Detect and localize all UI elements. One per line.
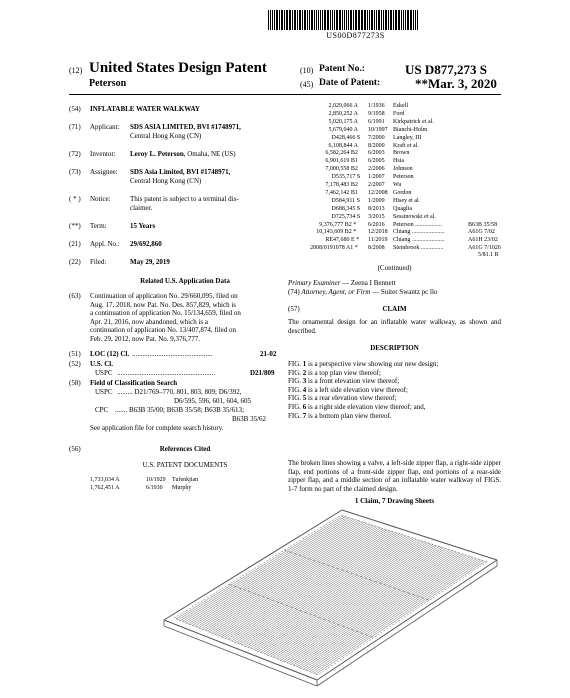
fig-number: 4: [302, 385, 307, 394]
fig-text: is a rear elevation view thereof;: [306, 394, 397, 403]
ref-class: A61G 7/02: [468, 229, 495, 236]
search-history-note: See application file for complete search history.: [90, 424, 224, 432]
continuation-line: continuation of application No. 13/407,874, filed on: [90, 326, 237, 335]
assignee-label: Assignee:: [90, 168, 118, 176]
barcode-bar: [395, 10, 397, 30]
fig-text: is a bottom plan view thereof.: [306, 411, 392, 420]
ref-number: D688,345 S: [331, 205, 361, 212]
code-72: (72): [69, 150, 81, 158]
ref-number: 7,000,558 B2: [325, 166, 358, 173]
ref-date: 2/2006: [368, 166, 385, 173]
barcode-bar: [388, 10, 389, 30]
drawing-line: [342, 510, 497, 560]
ref-name: Steinbrook ...............: [393, 245, 444, 252]
figure-line: [288, 369, 381, 378]
loc-dots: ..............................................: [132, 350, 213, 358]
field-cpc-line-1: ....... B63B 35/00; B63B 35/58; B63B 35/613;: [115, 406, 244, 414]
fig-prefix: FIG.: [288, 360, 303, 368]
ref-class: B63B 35/58: [468, 221, 498, 228]
figure-line: [288, 403, 425, 412]
uspc-sub-label: USPC: [95, 369, 113, 377]
inventor-label: Inventor:: [90, 150, 116, 158]
barcode-bar: [358, 10, 360, 30]
fig-text: is a perspective view showing our new design;: [306, 360, 439, 368]
filed-value: May 29, 2019: [130, 258, 170, 266]
barcode-bar: [330, 10, 331, 30]
code-10: (10): [300, 66, 314, 75]
drawing-line: [293, 554, 462, 665]
ref-name: Chiang ......................: [393, 229, 445, 236]
barcode-bar: [270, 10, 271, 30]
ref-number: D535,717 S: [331, 174, 361, 181]
appl-no-value: 29/692,860: [130, 240, 162, 248]
patent-number: US D877,273 S: [405, 62, 487, 77]
term-value: 15 Years: [130, 222, 156, 230]
ref-date: 8/2000: [368, 142, 385, 149]
fig-prefix: FIG.: [288, 368, 303, 377]
drawing-line: [281, 550, 450, 661]
barcode-bar: [342, 10, 343, 30]
ref-date: 8/2008: [368, 245, 385, 252]
code-51: (51): [69, 350, 81, 358]
barcode-bar: [413, 10, 414, 30]
drawing-line: [301, 556, 470, 668]
field-cpc-line-2: B63B 35/62: [232, 415, 267, 423]
ref-number: 1,762,451 A: [90, 484, 120, 491]
barcode-bar: [316, 10, 317, 30]
barcode-bar: [332, 10, 333, 30]
ref-class: A61G 7/1026: [468, 245, 501, 252]
barcode-bar: [374, 10, 375, 30]
ref-name: Tufenkjian: [172, 477, 199, 483]
field-search-label: Field of Classification Search: [90, 379, 178, 387]
code-56: (56): [69, 445, 81, 453]
barcode-bar: [417, 10, 418, 30]
ref-name: Gordon: [393, 189, 412, 196]
invention-title: INFLATABLE WATER WALKWAY: [90, 105, 200, 113]
inventor-name: Leroy L. Peterson: [130, 150, 184, 158]
notice-label: Notice:: [90, 195, 111, 203]
code-notice: ( * ): [69, 195, 81, 203]
barcode-bar: [297, 10, 298, 30]
ref-name: Ford: [393, 110, 405, 117]
continued-label: (Continued): [377, 264, 412, 272]
barcode-bar: [309, 10, 310, 30]
fig-number: 2: [302, 368, 307, 377]
barcode-bar: [311, 10, 313, 30]
ref-number: D725,734 S: [331, 213, 361, 220]
barcode-bar: [339, 10, 341, 30]
ref-name: Quaglia: [393, 205, 412, 212]
drawing-line: [283, 550, 452, 661]
barcode-bar: [367, 10, 368, 30]
barcode-bar: [294, 10, 296, 30]
continuation-line: Continuation of application No. 29/660,095, filed on: [90, 292, 238, 300]
ref-name: Kraft et al.: [393, 142, 419, 149]
ref-date: 6/2005: [368, 158, 385, 165]
ref-number: 7,178,483 B2: [325, 182, 358, 188]
code-58: (58): [69, 379, 81, 387]
ref-name: Kirkpatrick et al.: [393, 118, 434, 125]
ref-date: 7/2000: [368, 134, 385, 141]
inventor-short: Peterson: [89, 78, 127, 89]
field-uspc-line-2: D6/595, 596, 601, 604, 605: [174, 397, 251, 405]
broken-lines-text: The broken lines showing a valve, a left-side zipper flap, a right-side zipper flap, end portions of a front-side zipper flap, end portions of a rear-side zipper flap, and a middle section of an inflatable water walkway of FIGS. 1-7 form no part of the claimed design.: [288, 459, 501, 493]
notice-line-1: This patent is subject to a terminal dis-: [130, 195, 239, 203]
ref-date: 1/2009: [368, 197, 385, 204]
barcode-bar: [344, 10, 345, 30]
header-rule: [69, 94, 501, 95]
barcode-bar: [410, 10, 412, 30]
code-12: (12): [69, 66, 83, 75]
barcode-bar: [381, 10, 382, 30]
barcode-bar: [281, 10, 283, 30]
fig-number: 3: [302, 377, 307, 386]
figure-line: [288, 412, 392, 421]
drawing-line: [317, 560, 497, 680]
barcode-bar: [371, 10, 373, 30]
ref-number: D584,911 S: [331, 197, 360, 204]
barcode-bar: [284, 10, 285, 30]
patent-no-label: Patent No.:: [319, 64, 365, 74]
barcode-bar: [390, 10, 392, 30]
loc-value: 21-02: [260, 350, 277, 358]
barcode-number: US00D877273S: [326, 31, 385, 40]
drawing-line: [190, 520, 357, 624]
ref-name: Bianchi-Holm: [393, 126, 428, 133]
fig-number: 5: [302, 394, 307, 403]
code-45: (45): [300, 80, 314, 89]
continuation-line: Apr. 21, 2016, now abandoned, which is a: [90, 317, 209, 326]
ref-number: 6,582,264 B2: [325, 150, 358, 157]
drawing-line: [295, 554, 464, 666]
barcode-bar: [289, 10, 291, 30]
barcode-bar: [314, 10, 315, 30]
barcode-bar: [292, 10, 293, 30]
fig-prefix: FIG.: [288, 377, 303, 386]
ref-name: Sessinowski et al.: [393, 213, 436, 220]
barcode-bar: [405, 10, 406, 30]
us-cl-label: U.S. Cl.: [90, 360, 113, 368]
barcode-bar: [286, 10, 288, 30]
code-73: (73): [69, 168, 81, 176]
drawing-line: [289, 552, 458, 663]
barcode-bar: [334, 10, 335, 30]
term-label: Term:: [90, 222, 107, 230]
drawing-line: [287, 552, 456, 663]
ref-number: RE47,680 E *: [325, 237, 360, 244]
applicant-location: Central Hong Kong (CN): [130, 132, 202, 140]
ref-name: Hisey et al.: [393, 197, 421, 204]
code-21: (21): [69, 240, 81, 248]
barcode-bar: [318, 10, 319, 30]
fig-number: 6: [302, 403, 307, 411]
ref-class: A61H 23/02: [468, 237, 498, 244]
barcode-bar: [415, 10, 416, 30]
figure-line: [288, 386, 408, 395]
fig-number: 1: [302, 360, 307, 368]
code-52: (52): [69, 360, 81, 368]
barcode-bar: [350, 10, 352, 30]
barcode-bar: [322, 10, 323, 30]
ref-date: 6/2016: [368, 221, 385, 228]
attorney-name: — Suiter Swantz pc llo: [370, 288, 438, 296]
ref-date: 1/2007: [368, 174, 385, 181]
ref-number: 6,901,619 B1: [325, 158, 358, 165]
continuation-line: Feb. 29, 2012, now Pat. No. 9,376,777.: [90, 334, 201, 343]
barcode-bar: [393, 10, 394, 30]
assignee-location: Central Hong Kong (CN): [130, 177, 202, 185]
ref-date: 10/1997: [368, 126, 388, 133]
code-71: (71): [69, 123, 81, 131]
loc-label: LOC (12) Cl.: [90, 350, 130, 358]
barcode-bar: [327, 10, 329, 30]
field-uspc-label: USPC: [95, 388, 113, 396]
drawing-line: [188, 520, 355, 624]
ref-name: Eskell: [393, 103, 408, 109]
attorney-line: [288, 288, 437, 297]
fig-number: 7: [302, 411, 307, 420]
barcode-bar: [403, 10, 404, 30]
ref-name: Hsia: [393, 158, 404, 165]
drawing-line: [297, 555, 466, 667]
related-heading: Related U.S. Application Data: [140, 277, 230, 285]
drawing-line: [195, 522, 363, 627]
barcode-bar: [274, 10, 275, 30]
notice-line-2: claimer.: [130, 204, 153, 212]
barcode-bar: [304, 10, 306, 30]
ref-name: Langley, III: [393, 134, 422, 141]
fig-text: is a left side elevation view thereof;: [306, 385, 408, 394]
drawing-line: [305, 558, 474, 670]
code-63: (63): [69, 292, 81, 300]
drawing-line: [291, 553, 460, 664]
fig-text: is a front elevation view thereof;: [306, 377, 400, 386]
drawing-line: [299, 556, 468, 668]
assignee-name: SDS Asia Limited, BVI #1748971,: [130, 168, 231, 176]
examiner-name: — Zeena I Bennett: [340, 279, 396, 287]
appl-no-label: Appl. No.:: [90, 240, 120, 248]
barcode-bar: [348, 10, 349, 30]
claim-text: The ornamental design for an inflatable water walkway, as shown and described.: [288, 318, 501, 335]
examiner-label: Primary Examiner: [288, 279, 341, 287]
fig-prefix: FIG.: [288, 394, 303, 403]
ref-number: 1,733,034 A: [90, 477, 120, 483]
ref-date: 8/2013: [368, 205, 385, 212]
ref-name: Peterson ..................: [393, 221, 443, 228]
ref-name: Peterson: [393, 174, 414, 181]
drawing-line: [303, 557, 472, 669]
walkway-drawing: [152, 490, 508, 690]
field-uspc-line-1: ......... D21/769–770, 801, 803, 809; D6/392,: [117, 388, 242, 396]
ref-name: Johnson: [393, 166, 413, 173]
ref-number: 2,850,252 A: [328, 110, 358, 117]
uspc-dots: ........................................................: [117, 369, 215, 377]
continuation-line: a continuation of application No. 15/134,659, filed on: [90, 309, 241, 318]
barcode-bar: [361, 10, 363, 30]
ref-number: 6,108,844 A: [328, 142, 358, 149]
attorney-label: Attorney, Agent, or Firm: [301, 288, 371, 296]
ref-date: 1/1936: [368, 103, 385, 109]
code-57: (57): [288, 305, 300, 313]
field-cpc-label: CPC: [95, 406, 109, 414]
inventor-location: , Omaha, NE (US): [183, 150, 236, 158]
fig-prefix: FIG.: [288, 385, 303, 394]
ref-number: 2008/0191078 A1 *: [310, 245, 358, 252]
applicant-name: SDS ASIA LIMITED, BVI #1748971,: [130, 123, 241, 131]
ref-date: 10/1929: [146, 477, 166, 483]
barcode-bar: [355, 10, 357, 30]
ref-date: 6/2003: [368, 150, 385, 157]
barcode-bar: [383, 10, 384, 30]
fig-prefix: FIG.: [288, 403, 303, 411]
fig-text: is a right side elevation view thereof; and,: [306, 403, 426, 411]
barcode-bar: [353, 10, 354, 30]
ref-name: Wu: [393, 182, 402, 188]
barcode-bar: [279, 10, 280, 30]
ref-class-extra: 5/81.1 R: [478, 252, 499, 258]
barcode-bar: [398, 10, 400, 30]
barcode-bar: [320, 10, 321, 30]
barcode: [268, 10, 443, 30]
inventor-entry: [130, 150, 236, 159]
barcode-bar: [302, 10, 303, 30]
code-22: (22): [69, 258, 81, 266]
barcode-bar: [336, 10, 338, 30]
applicant-label: Applicant:: [90, 123, 120, 131]
us-docs-heading: U.S. PATENT DOCUMENTS: [142, 461, 228, 469]
barcode-bar: [385, 10, 387, 30]
description-heading: DESCRIPTION: [370, 344, 419, 352]
figure-line: [288, 377, 399, 386]
barcode-bar: [376, 10, 377, 30]
ref-date: 9/1958: [368, 110, 385, 117]
barcode-bar: [307, 10, 308, 30]
claim-heading: CLAIM: [382, 305, 407, 313]
barcode-bar: [324, 10, 326, 30]
ref-date: 12/2018: [368, 229, 388, 236]
uspc-value: D21/809: [250, 369, 275, 377]
references-cited-heading: References Cited: [159, 445, 211, 453]
code-54: (54): [69, 105, 81, 113]
date-of-patent: **Mar. 3, 2020: [415, 76, 497, 91]
ref-name: Brown: [393, 150, 410, 157]
filed-label: Filed:: [90, 258, 107, 266]
ref-date: 6/1991: [368, 118, 385, 125]
ref-date: 3/2015: [368, 213, 385, 220]
barcode-bar: [401, 10, 402, 30]
claims-sheets: 1 Claim, 7 Drawing Sheets: [354, 497, 435, 505]
ref-name: Murphy: [172, 484, 192, 491]
ref-number: 2,029,066 A: [328, 103, 358, 109]
code-term: (**): [69, 222, 81, 230]
drawing-line: [277, 548, 446, 658]
ref-number: 5,020,175 A: [328, 118, 358, 125]
ref-date: 6/1930: [146, 484, 163, 491]
barcode-bar: [268, 10, 269, 30]
barcode-bar: [364, 10, 366, 30]
ref-number: 5,679,040 A: [328, 126, 358, 133]
ref-date: 11/2019: [368, 237, 388, 244]
ref-date: 12/2008: [368, 189, 388, 196]
drawing-line: [279, 549, 448, 659]
ref-date: 2/2007: [368, 182, 385, 188]
fig-text: is a top plan view thereof;: [306, 368, 381, 377]
barcode-bar: [346, 10, 347, 30]
ref-number: D428,466 S: [331, 134, 361, 141]
ref-number: 7,462,142 B1: [325, 189, 358, 196]
figure-line: [288, 360, 438, 369]
continuation-line: Aug. 17, 2018, now Pat. No. Des. 857,829, which is: [90, 300, 237, 309]
drawing-line: [275, 548, 444, 658]
ref-number: 9,376,777 B2 *: [319, 221, 357, 228]
barcode-bar: [276, 10, 278, 30]
ref-number: 10,143,609 B2 *: [316, 229, 357, 236]
figure-line: [288, 394, 396, 403]
barcode-bar: [272, 10, 273, 30]
barcode-bar: [369, 10, 370, 30]
patent-title: United States Design Patent: [89, 60, 267, 76]
barcode-bar: [378, 10, 380, 30]
barcode-bar: [407, 10, 409, 30]
fig-prefix: FIG.: [288, 411, 303, 420]
continuation-text: [90, 292, 280, 344]
date-label: Date of Patent:: [319, 78, 381, 88]
code-74: (74): [288, 288, 300, 296]
examiner-line: [288, 279, 396, 288]
ref-name: Chiang ......................: [393, 237, 445, 244]
barcode-bar: [299, 10, 301, 30]
drawing-line: [192, 521, 360, 625]
